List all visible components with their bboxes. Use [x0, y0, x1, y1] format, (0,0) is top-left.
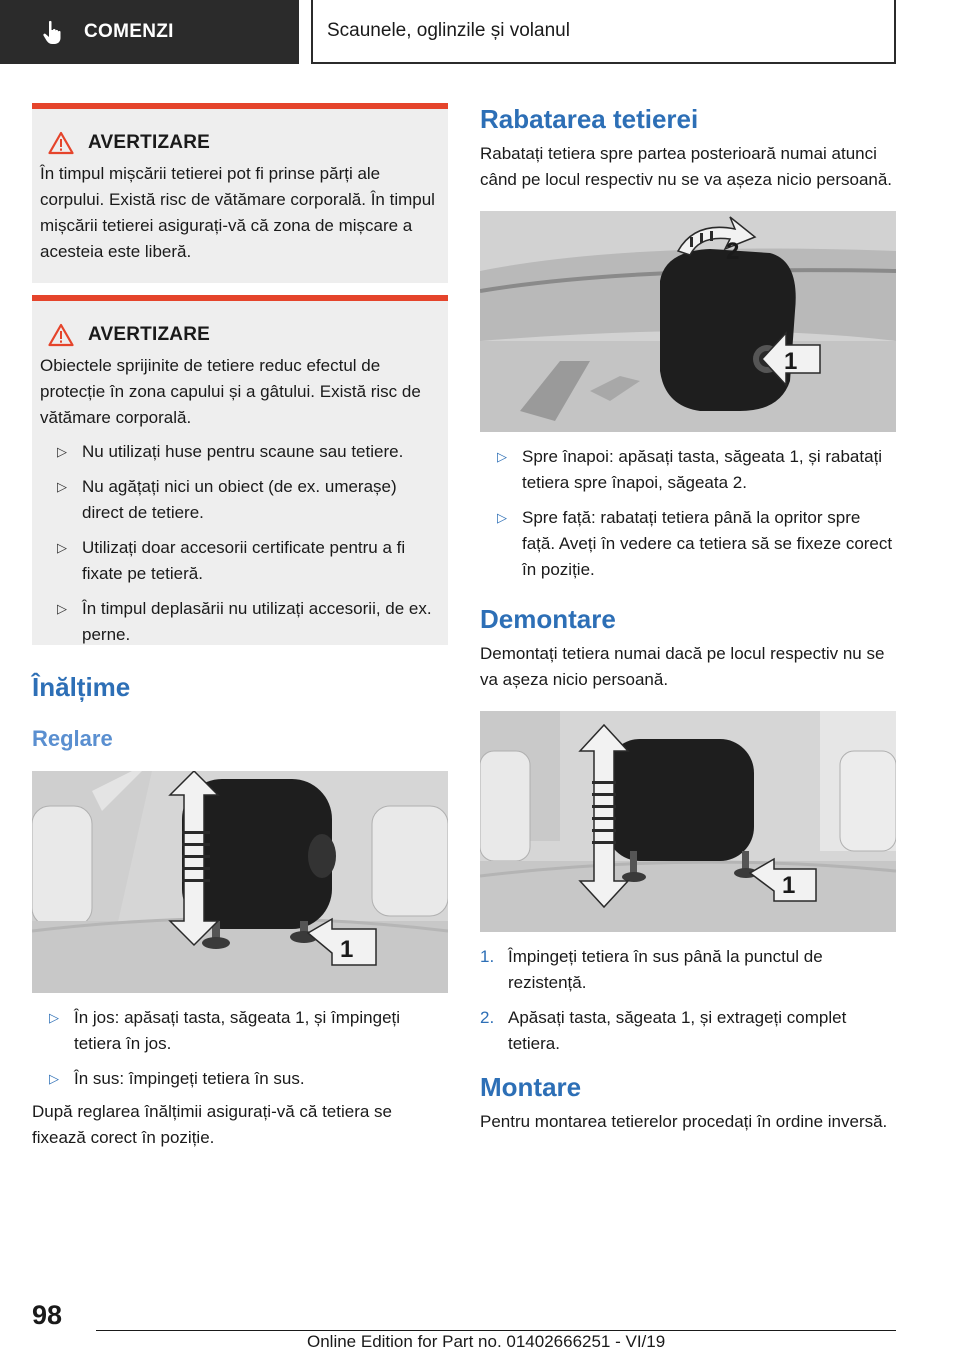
- warning-title: AVERTIZARE: [88, 132, 210, 153]
- height-note: După reglarea înălțimii asigurați-vă că tetiera se fixează corect în poziție.: [32, 1102, 393, 1147]
- figure-callout-2: 2: [726, 238, 740, 265]
- triangle-bullet-icon: ▷: [49, 1010, 59, 1025]
- warning-box-2: [32, 295, 448, 645]
- warning-list: [40, 439, 438, 648]
- list-item: ▷ Nu agățați nici un obiect (de ex. umerașe) direct de tetiere.: [40, 474, 438, 526]
- warning-text: Obiectele sprijinite de tetiere reduc efectul de protecție în zona capului și a gâtului. Există risc de vătămare corporală.: [40, 356, 421, 427]
- removal-steps: [480, 944, 896, 1057]
- triangle-bullet-icon: ▷: [57, 601, 67, 616]
- triangle-bullet-icon: ▷: [57, 540, 67, 555]
- list-item: ▷ În jos: apăsați tasta, săgeata 1, și împingeți tetiera în jos.: [32, 1005, 448, 1057]
- triangle-bullet-icon: ▷: [57, 444, 67, 459]
- warning-triangle-icon: [48, 323, 74, 347]
- section-heading-removal: Demontare: [480, 604, 616, 634]
- warning-triangle-icon: [48, 131, 74, 155]
- hand-pointer-icon: [40, 19, 66, 45]
- list-item: 1. Împingeți tetiera în sus până la punctul de rezistență.: [480, 947, 823, 992]
- figure-callout-1: 1: [784, 348, 798, 375]
- section-heading-height: Înălțime: [32, 672, 131, 702]
- figure-callout: 1: [340, 936, 354, 963]
- height-adjust-list: [32, 1005, 448, 1092]
- headrest-fold-figure: [480, 211, 896, 432]
- warning-title-row: [48, 131, 438, 155]
- fold-intro: Rabatați tetiera spre partea posterioară numai atunci când pe locul respectiv nu se va așeza nicio persoană.: [480, 144, 893, 189]
- page-number: 98: [32, 1300, 63, 1330]
- list-item: ▷ În timpul deplasării nu utilizați accesorii, de ex. perne.: [40, 596, 438, 648]
- warning-title: AVERTIZARE: [88, 324, 210, 345]
- list-item: ▷ În sus: împingeți tetiera în sus.: [32, 1066, 448, 1092]
- fold-list: [480, 444, 896, 583]
- list-item: ▷ Nu utilizați huse pentru scaune sau tetiere.: [40, 439, 438, 465]
- footer-divider: [96, 1330, 896, 1331]
- warning-box-1: [32, 103, 448, 283]
- warning-title-row: [48, 323, 438, 347]
- triangle-bullet-icon: ▷: [49, 1071, 59, 1086]
- headrest-removal-illustration: [480, 711, 896, 932]
- list-item: ▷ Utilizați doar accesorii certificate pentru a fi fixate pe tetieră.: [40, 535, 438, 587]
- triangle-bullet-icon: ▷: [497, 449, 507, 464]
- section-tab[interactable]: [0, 0, 299, 64]
- triangle-bullet-icon: ▷: [497, 510, 507, 525]
- section-label: COMENZI: [84, 21, 174, 42]
- section-heading-install: Montare: [480, 1072, 582, 1102]
- headrest-fold-illustration: [480, 211, 896, 432]
- headrest-height-illustration: [32, 771, 448, 993]
- headrest-height-figure: [32, 771, 448, 993]
- list-item: ▷ Spre față: rabatați tetiera până la opritor spre față. Aveți în vedere ca tetiera să se fixeze corect în poziție.: [480, 505, 896, 583]
- section-heading-fold: Rabatarea tetierei: [480, 104, 699, 134]
- install-text: Pentru montarea tetierelor procedați în ordine inversă.: [480, 1112, 888, 1131]
- left-column: [32, 103, 448, 1151]
- subheading-adjust: Reglare: [32, 726, 113, 751]
- list-item: 2. Apăsați tasta, săgeata 1, și extrageți complet tetiera.: [480, 1008, 847, 1053]
- removal-intro: Demontați tetiera numai dacă pe locul respectiv nu se va așeza nicio persoană.: [480, 644, 885, 689]
- headrest-removal-figure: [480, 711, 896, 932]
- triangle-bullet-icon: ▷: [57, 479, 67, 494]
- warning-text: În timpul mișcării tetierei pot fi prinse părți ale corpului. Există risc de vătămare corporală. În timpul mișcării tetierei asigurați-vă că zona de mișcare a acesteia este liberă.: [40, 164, 435, 261]
- figure-callout: 1: [782, 872, 796, 899]
- footer-edition: Online Edition for Part no. 01402666251 - VI/19: [307, 1332, 666, 1351]
- chapter-title-box: [311, 0, 896, 64]
- right-column: [480, 103, 896, 1135]
- list-item: ▷ Spre înapoi: apăsați tasta, săgeata 1, și rabatați tetiera spre înapoi, săgeata 2.: [480, 444, 896, 496]
- chapter-title: Scaunele, oglinzile și volanul: [327, 20, 570, 41]
